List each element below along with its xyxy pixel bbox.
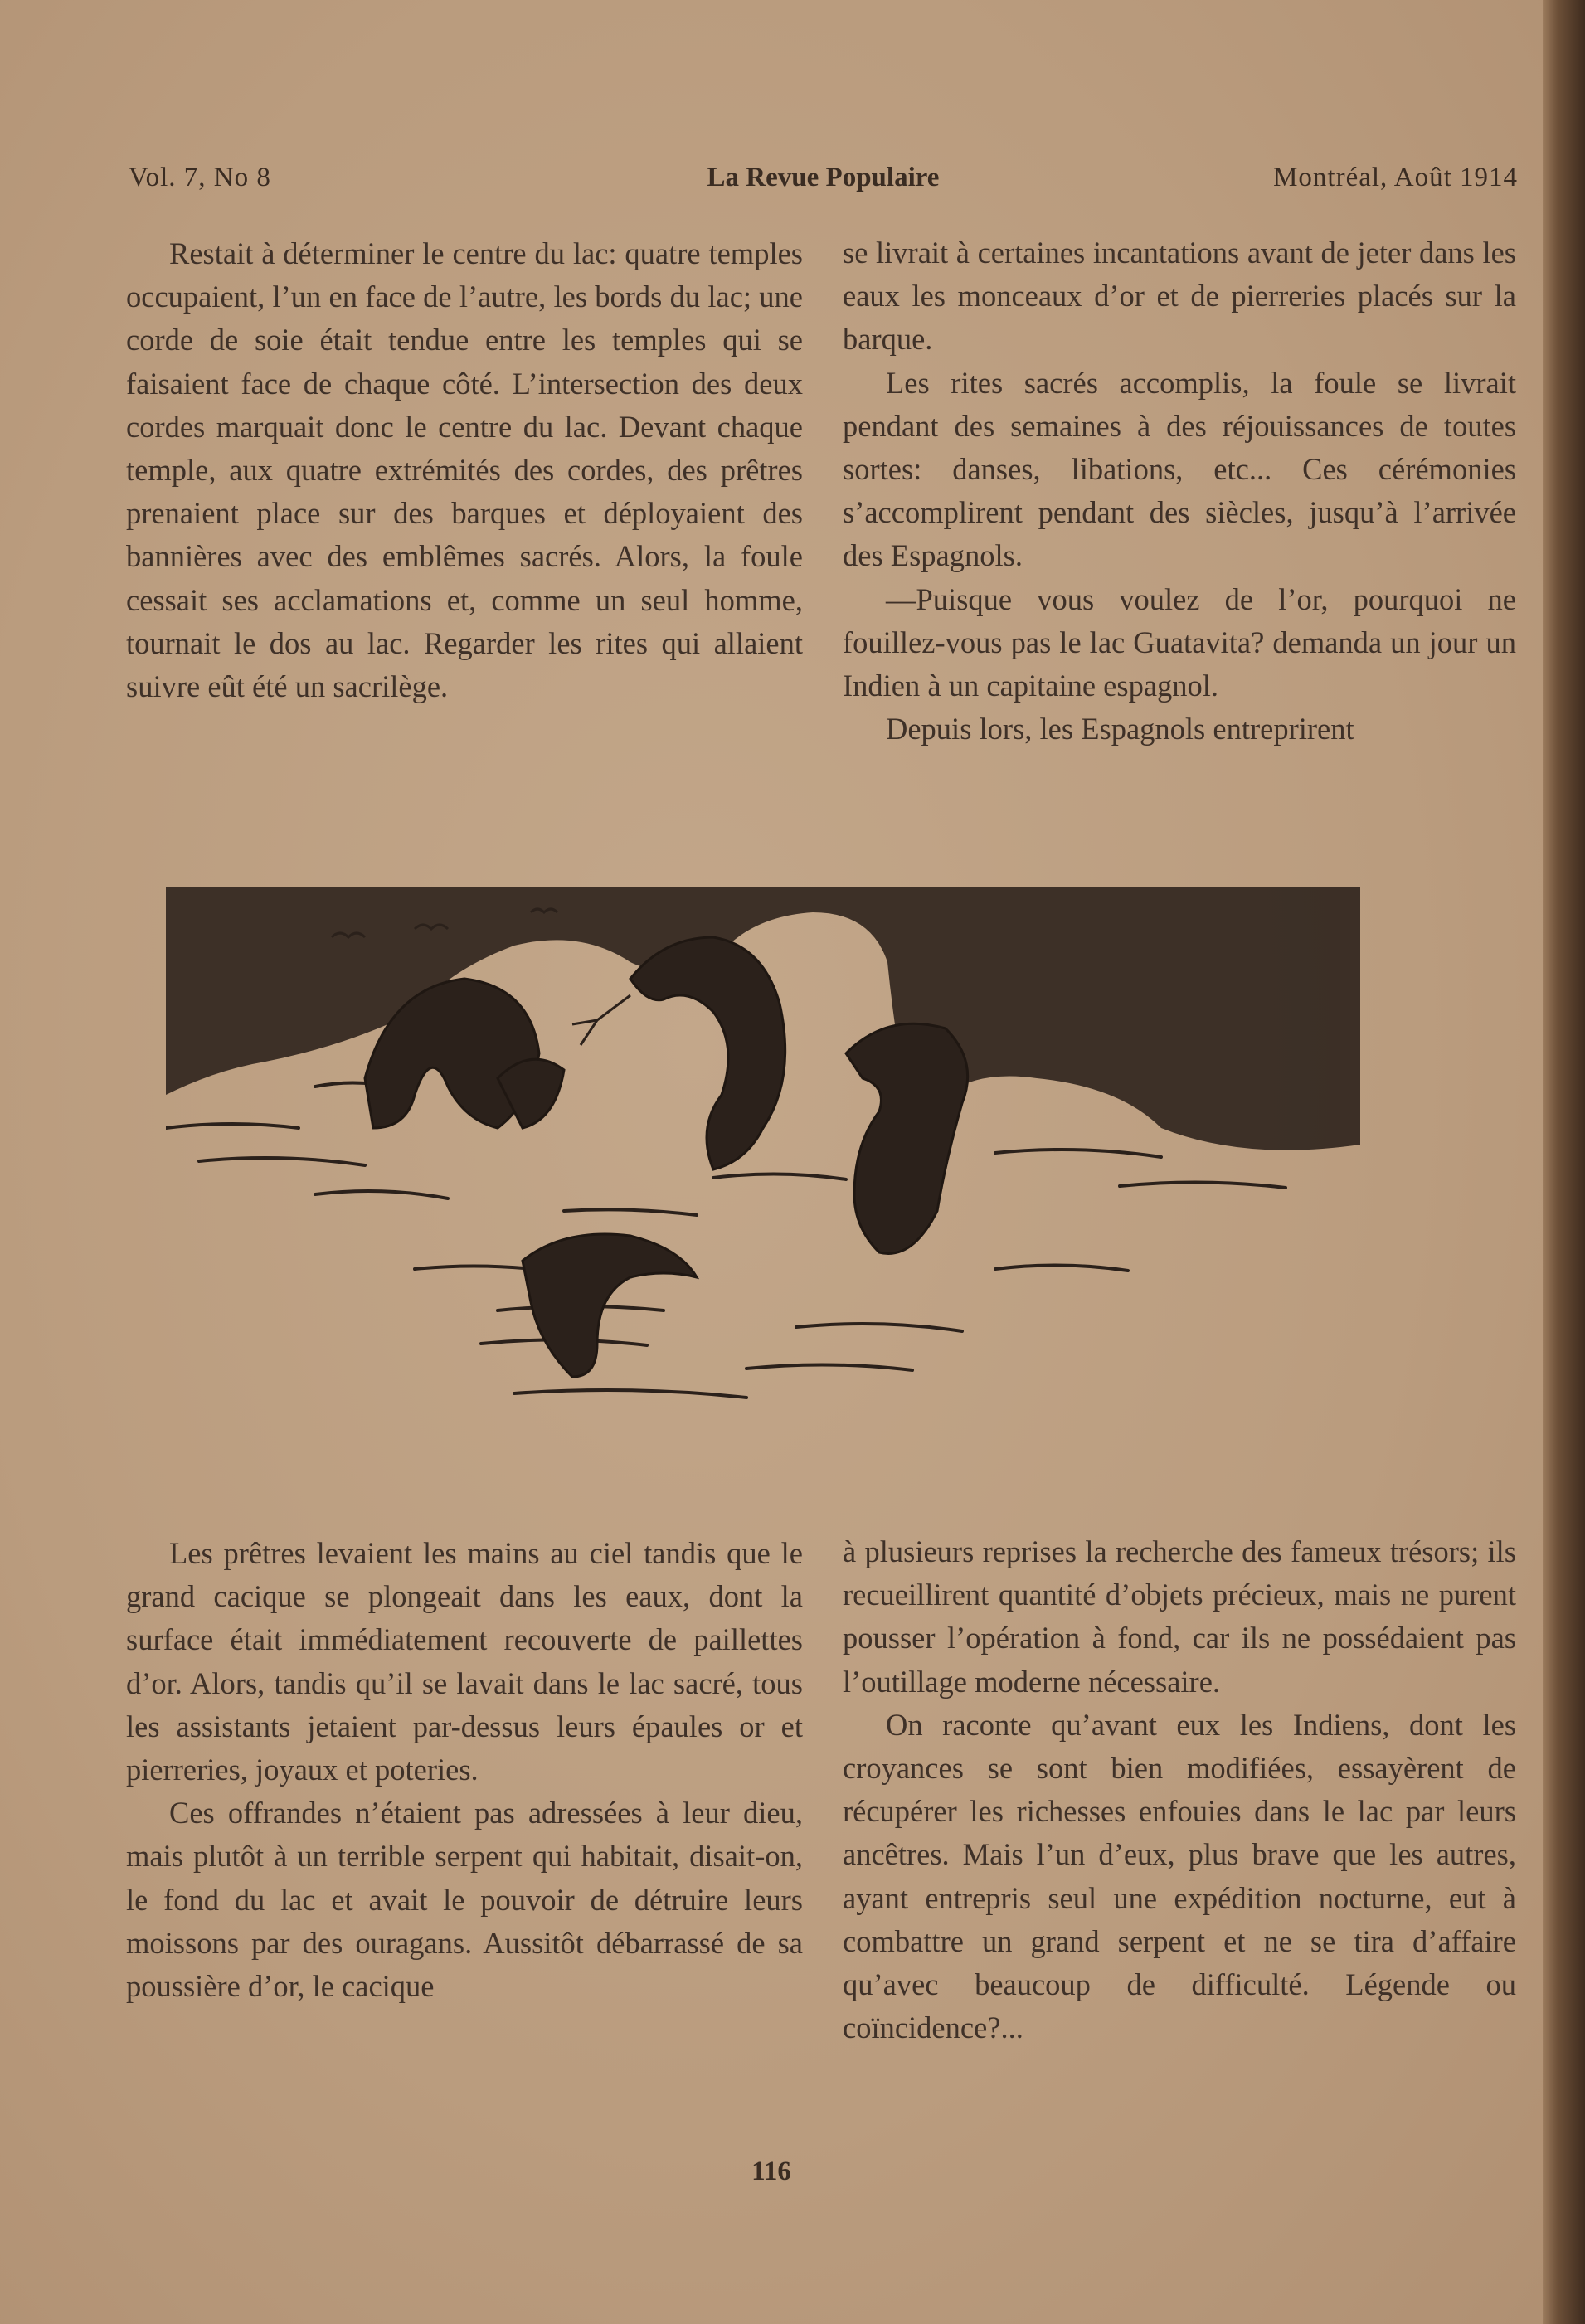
header-volume: Vol. 7, No 8	[129, 163, 271, 192]
serpent-tongue	[572, 995, 630, 1045]
running-header	[129, 163, 1518, 204]
paragraph: —Puisque vous voulez de l’or, pourquoi ne fouillez-vous pas le lac Guatavita? demanda un jour un Indien à un capitaine espagnol.	[843, 581, 1516, 703]
serpent-coils	[365, 937, 968, 1377]
paragraph: Restait à déterminer le centre du lac: quatre temples occupaient, l’un en face de l’autre, les bords du lac; une corde de soie était tendue entre les temples qui se faisaient face de chaque côté. L’intersection des deux cordes marquait donc le centre du lac. Devant chaque temple, aux quatre extrémités des cordes, des prêtres prenaient place sur des barques et déployaient des bannières avec des emblêmes sacrés. Alors, la foule cessait ses acclamations et, comme un seul homme, tournait le dos au lac. Regarder les rites qui allaient suivre eût été un sacrilège.	[126, 236, 803, 704]
header-magazine-title: La Revue Populaire	[707, 163, 940, 192]
paragraph: Les prêtres levaient les mains au ciel tandis que le grand cacique se plongeait dans les eaux, dont la surface était immédiatement recouverte de paillettes d’or. Alors, tandis qu’il se lavait dans le lac sacré, tous les assistants jetaient par-dessus leurs épaules or et pierreries, joyaux et poteries.	[126, 1536, 803, 1787]
paragraph: Ces offrandes n’étaient pas adressées à leur dieu, mais plutôt à un terrible serpent qui habitait, disait-on, le fond du lac et avait le pouvoir de détruire leurs moissons par des ouragans. Aussitôt débarrassé de sa poussière d’or, le cacique	[126, 1796, 803, 2004]
paragraph: à plusieurs reprises la recherche des fameux trésors; ils recueillirent quantité d’objets précieux, mais ne purent pousser l’opération à fond, car ils ne possédaient pas l’outillage moderne nécessaire.	[843, 1534, 1516, 1699]
column-top-left	[126, 232, 803, 708]
column-bottom-right	[843, 1530, 1516, 2049]
page-edge-shadow	[1543, 0, 1585, 2324]
paragraph: On raconte qu’avant eux les Indiens, dont les croyances se sont bien modifiées, essayèrent de récupérer les richesses enfouies dans le lac par leurs ancêtres. Mais l’un d’eux, plus brave que les autres, ayant entrepris seul une expédition nocturne, eut à combattre un grand serpent et ne se tira d’affaire qu’avec beaucoup de difficulté. Légende ou coïncidence?...	[843, 1707, 1516, 2045]
column-top-right	[843, 231, 1516, 751]
paragraph: se livrait à certaines incantations avant de jeter dans les eaux les monceaux d’or et de pierreries placés sur la barque.	[843, 236, 1516, 357]
header-place-date: Montréal, Août 1914	[1273, 163, 1518, 192]
page-number: 116	[751, 2156, 791, 2186]
column-bottom-left	[126, 1532, 803, 2008]
paragraph: Depuis lors, les Espagnols entreprirent	[886, 712, 1354, 746]
serpent-lake-illustration	[166, 879, 1360, 1460]
paragraph: Les rites sacrés accomplis, la foule se livrait pendant des semaines à des réjouissances de toutes sortes: danses, libations, etc... Ces cérémonies s’accomplirent pendant des siècles, jusqu’à l’arrivée des Espagnols.	[843, 365, 1516, 573]
